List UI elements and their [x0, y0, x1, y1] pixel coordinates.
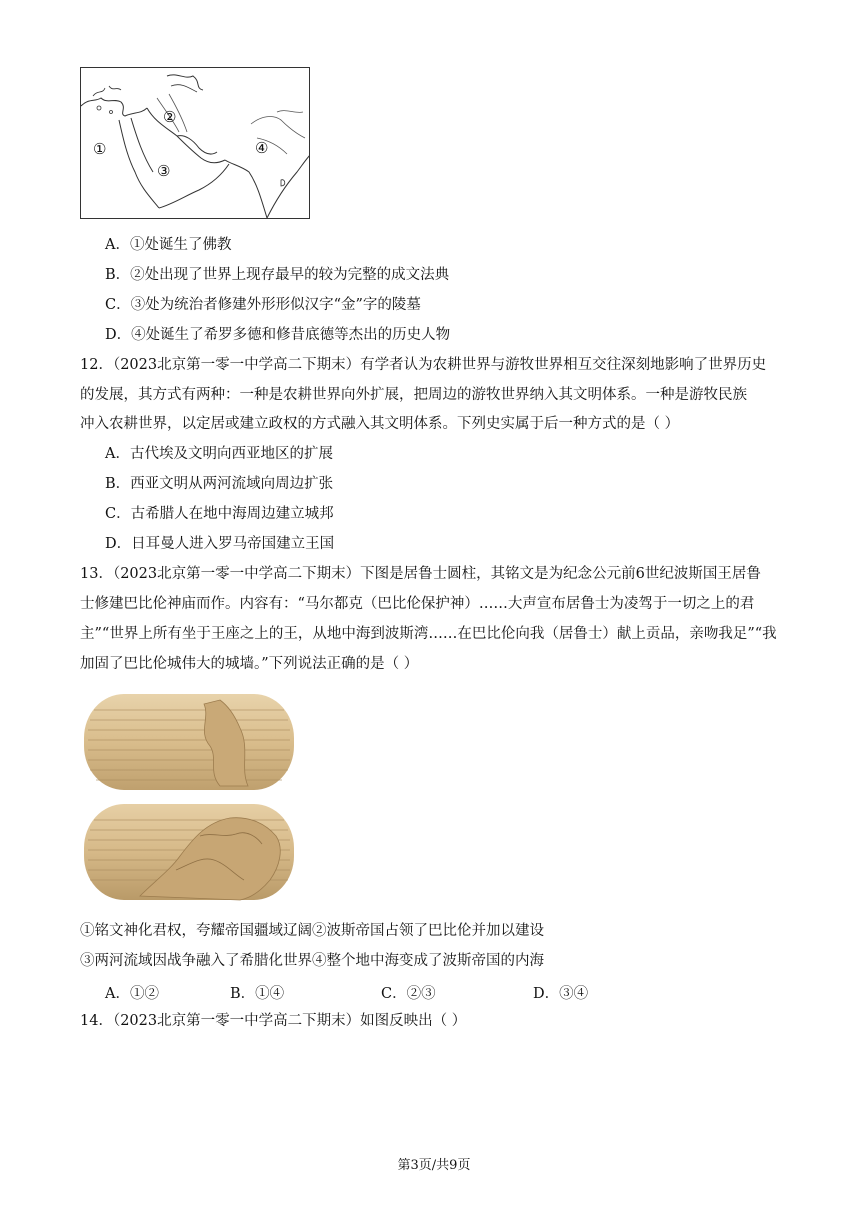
q12-option-a: A．古代埃及文明向西亚地区的扩展 [105, 446, 333, 462]
q13-statements-line-2: ③两河流域因战争融入了希腊化世界④整个地中海变成了波斯帝国的内海 [80, 953, 544, 969]
ancient-world-map [80, 67, 310, 219]
map-label-1: ① [93, 140, 107, 158]
q12-stem-line-2: 的发展，其方式有两种：一种是农耕世界向外扩展，把周边的游牧世界纳入其文明体系。一种是游牧民族 [80, 387, 747, 403]
q11-option-c: C．③处为统治者修建外形形似汉字“金”字的陵墓 [105, 297, 421, 313]
q13-choice-a: A．①② [105, 986, 159, 1002]
q13-choice-d: D．③④ [533, 986, 589, 1002]
cyrus-cylinder-photo-bottom [80, 800, 298, 904]
q13-stem-line-4: 加固了巴比伦城伟大的城墙。”下列说法正确的是（ ） [80, 656, 419, 672]
map-label-4: ④ [255, 139, 269, 157]
q13-stem-line-3: 主”“世界上所有坐于王座之上的王，从地中海到波斯湾……在巴比伦向我（居鲁士）献上贡品，亲吻我足”“我 [80, 626, 777, 642]
q13-choices [105, 982, 605, 1002]
q12-option-b: B．西亚文明从两河流域向周边扩张 [105, 476, 334, 492]
map-label-3: ③ [157, 162, 171, 180]
q11-option-a: A．①处诞生了佛教 [105, 237, 232, 253]
q13-statements-line-1: ①铭文神化君权，夸耀帝国疆域辽阔②波斯帝国占领了巴比伦并加以建设 [80, 923, 544, 939]
q13-stem-line-2: 士修建巴比伦神庙而作。内容有：“马尔都克（巴比伦保护神）……大声宣布居鲁士为凌驾于一切之上的君 [80, 596, 755, 612]
q11-option-d: D．④处诞生了希罗多德和修昔底德等杰出的历史人物 [105, 327, 451, 343]
q11-option-b: B．②处出现了世界上现存最早的较为完整的成文法典 [105, 267, 450, 283]
q12-stem-line-1: 12．（2023北京第一零一中学高二下期末）有学者认为农耕世界与游牧世界相互交往深刻地影响了世界历史 [80, 357, 767, 373]
q14-stem: 14．（2023北京第一零一中学高二下期末）如图反映出（ ） [80, 1013, 467, 1029]
q12-option-d: D．日耳曼人进入罗马帝国建立王国 [105, 536, 335, 552]
q12-stem-line-3: 冲入农耕世界，以定居或建立政权的方式融入其文明体系。下列史实属于后一种方式的是（ ） [80, 416, 680, 432]
q13-choice-c: C．②③ [381, 986, 436, 1002]
map-drawing [81, 68, 310, 219]
cyrus-cylinder-photo-top [80, 688, 298, 796]
q12-option-c: C．古希腊人在地中海周边建立城邦 [105, 506, 334, 522]
q13-choice-b: B．①④ [230, 986, 285, 1002]
map-label-2: ② [163, 108, 177, 126]
q13-stem-line-1: 13．（2023北京第一零一中学高二下期末）下图是居鲁士圆柱，其铭文是为纪念公元前6世纪波斯国王居鲁 [80, 566, 761, 582]
page-number: 第3页/共9页 [397, 1158, 471, 1173]
